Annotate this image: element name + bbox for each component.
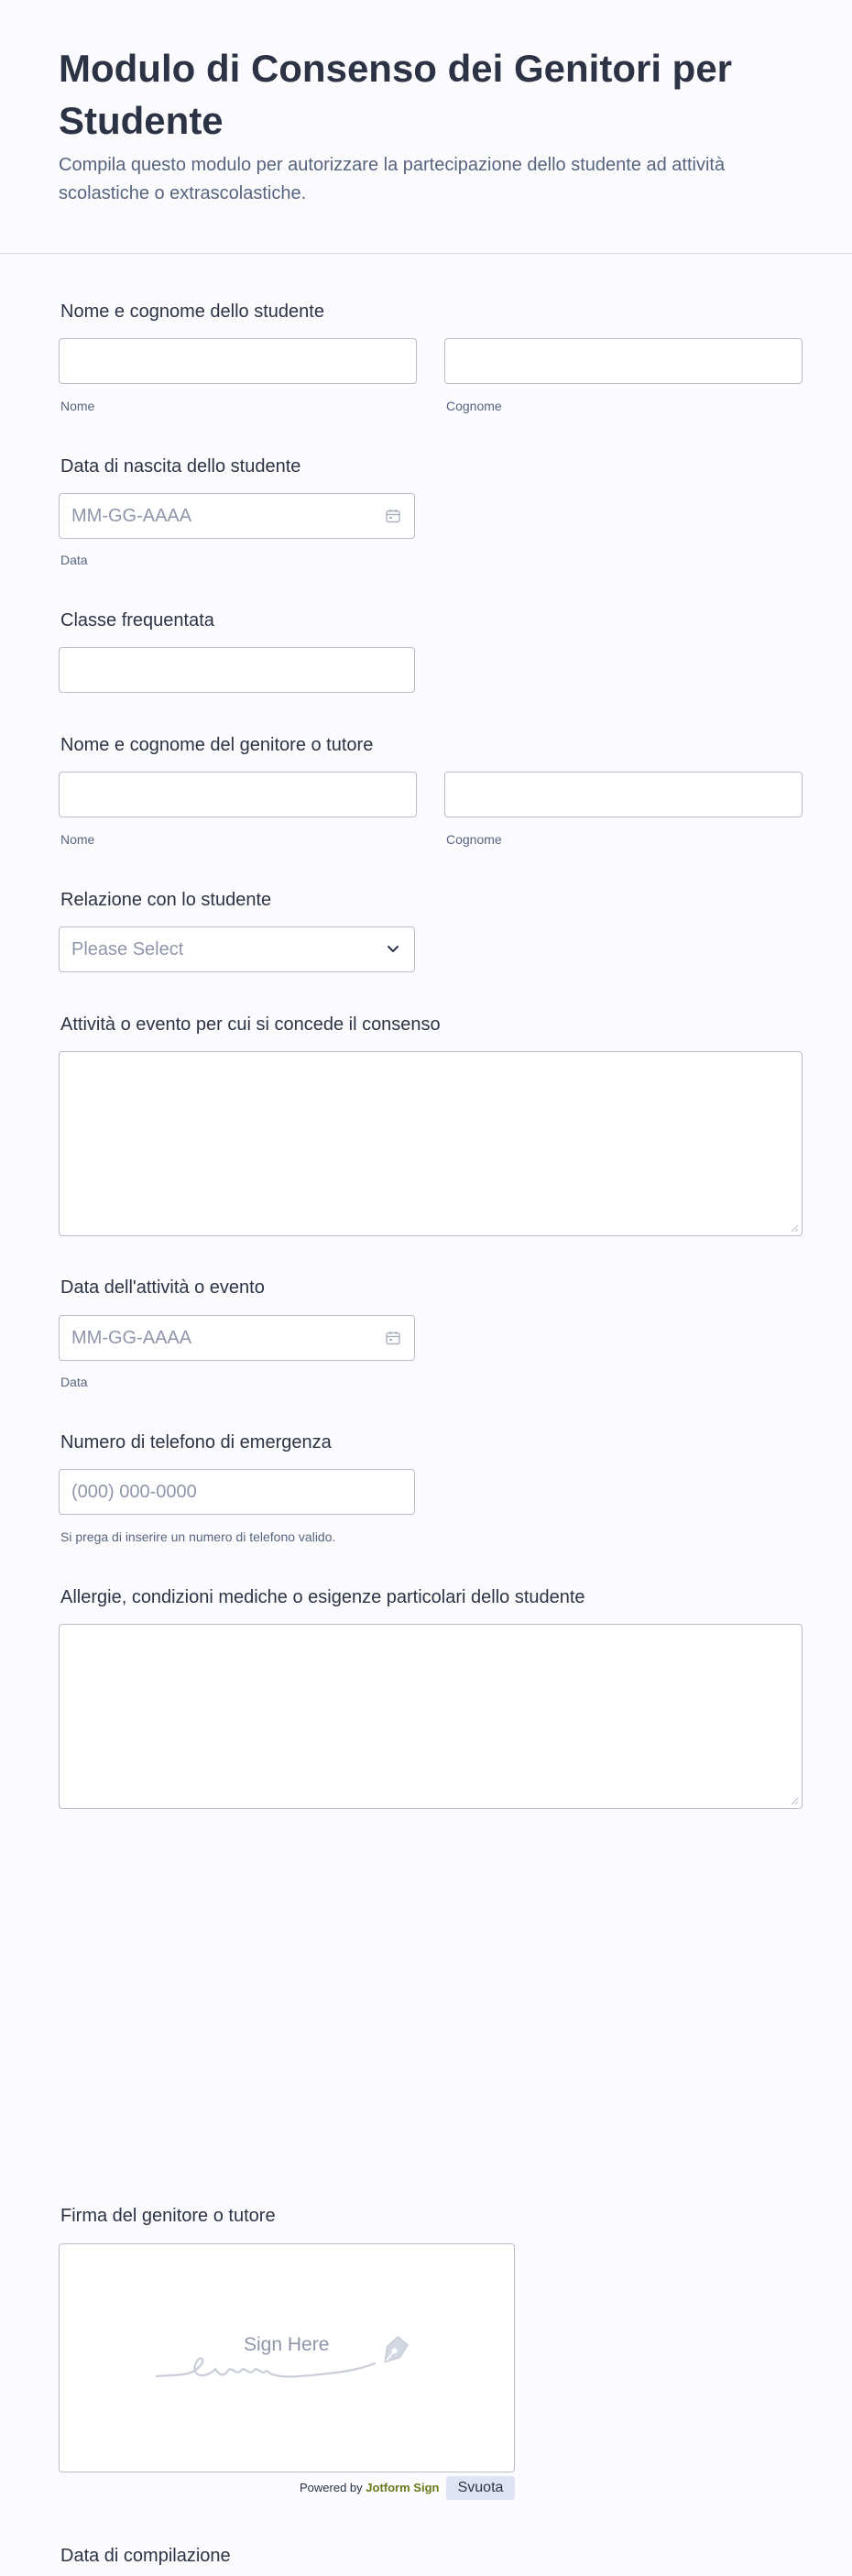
parent-last-name-input[interactable] <box>444 772 803 817</box>
grade-label: Classe frequentata <box>60 610 214 630</box>
emergency-phone-label: Numero di telefono di emergenza <box>60 1432 332 1452</box>
page-title: Modulo di Consenso dei Genitori per Studente <box>59 47 733 142</box>
parent-first-name-sublabel: Nome <box>60 832 95 847</box>
activity-label: Attività o evento per cui si concede il consenso <box>60 1014 441 1035</box>
emergency-phone-sublabel: Si prega di inserire un numero di telefono valido. <box>60 1529 336 1544</box>
activity-date-input[interactable] <box>59 1315 415 1361</box>
student-first-name-sublabel: Nome <box>60 399 95 413</box>
resize-handle-icon[interactable] <box>788 1222 799 1233</box>
activity-date-label: Data dell'attività o evento <box>60 1277 265 1298</box>
activity-textarea[interactable] <box>59 1051 803 1236</box>
jotform-sign-brand: Jotform Sign <box>366 2481 440 2494</box>
student-first-name-input[interactable] <box>59 338 417 384</box>
activity-date-sublabel: Data <box>60 1375 88 1389</box>
student-last-name-input[interactable] <box>444 338 803 384</box>
pen-nib-icon <box>375 2332 413 2371</box>
signature-pad[interactable] <box>59 2243 515 2472</box>
student-dob-sublabel: Data <box>60 553 88 567</box>
student-dob-label: Data di nascita dello studente <box>60 456 301 477</box>
chevron-down-icon[interactable] <box>385 941 401 958</box>
resize-handle-icon[interactable] <box>788 1794 799 1805</box>
emergency-phone-input[interactable] <box>59 1469 415 1515</box>
calendar-icon[interactable] <box>385 508 401 524</box>
sign-here-text: Sign Here <box>244 2334 330 2355</box>
activity-date-placeholder: MM-GG-AAAA <box>71 1327 192 1348</box>
page-subtitle: Compila questo modulo per autorizzare la partecipazione dello studente ad attività scolastiche o extrascolastiche. <box>59 155 726 203</box>
parent-first-name-input[interactable] <box>59 772 417 817</box>
calendar-icon[interactable] <box>385 1330 401 1346</box>
parent-name-label: Nome e cognome del genitore o tutore <box>60 735 374 755</box>
powered-by-text: Powered by <box>300 2481 363 2494</box>
emergency-phone-placeholder: (000) 000-0000 <box>71 1481 197 1502</box>
student-dob-input[interactable] <box>59 493 415 539</box>
relation-select[interactable] <box>59 926 415 972</box>
clear-signature-button[interactable]: Svuota <box>446 2476 515 2500</box>
medical-textarea[interactable] <box>59 1624 803 1809</box>
form-header <box>0 0 852 254</box>
relation-label: Relazione con lo studente <box>60 890 272 910</box>
parent-last-name-sublabel: Cognome <box>446 832 502 847</box>
relation-selected-value: Please Select <box>71 938 184 959</box>
powered-by <box>300 2481 439 2494</box>
student-last-name-sublabel: Cognome <box>446 399 502 413</box>
student-name-label: Nome e cognome dello studente <box>60 301 324 322</box>
signature-label: Firma del genitore o tutore <box>60 2206 276 2226</box>
student-dob-placeholder: MM-GG-AAAA <box>71 505 192 526</box>
completion-date-label: Data di compilazione <box>60 2546 231 2566</box>
medical-label: Allergie, condizioni mediche o esigenze particolari dello studente <box>60 1587 585 1607</box>
grade-input[interactable] <box>59 647 415 693</box>
